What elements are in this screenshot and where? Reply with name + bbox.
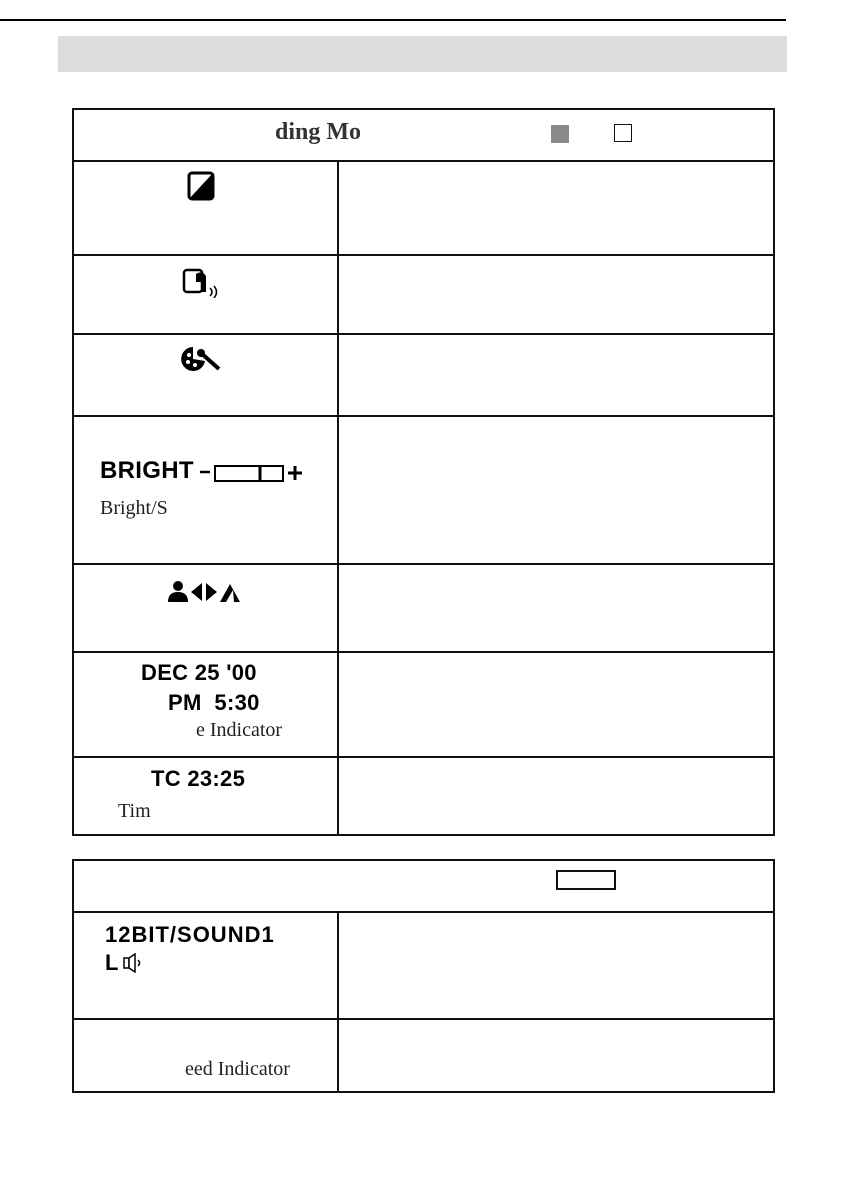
wind-noise-icon xyxy=(179,345,223,373)
recording-mode-table xyxy=(72,108,775,836)
speaker-icon xyxy=(123,953,143,973)
top-rule xyxy=(0,19,786,21)
date-time-caption: e Indicator xyxy=(196,719,283,741)
table-title: ding Mo xyxy=(275,119,362,145)
audio-channel-display: L xyxy=(105,950,119,975)
table-row xyxy=(74,415,773,563)
brightness-label: BRIGHT xyxy=(100,457,194,484)
time-code-caption: Tim xyxy=(118,800,151,822)
table-row xyxy=(74,651,773,756)
audio-table xyxy=(72,859,775,1093)
audio-mode-display: 12BIT/SOUND1 xyxy=(105,922,275,947)
brightness-caption: Bright/S xyxy=(100,497,168,519)
time-code-display: TC 23:25 xyxy=(151,766,246,791)
table-row xyxy=(74,1018,773,1091)
table-row xyxy=(74,333,773,415)
wide-mode-icon xyxy=(164,580,246,604)
camera-mode-gray-square-icon xyxy=(551,125,569,143)
table-row xyxy=(74,911,773,1018)
brightness-scale-icon xyxy=(198,462,306,486)
table-row xyxy=(74,254,773,333)
table-row xyxy=(74,756,773,834)
section-header-band xyxy=(58,36,787,72)
time-display: PM 5:30 xyxy=(168,690,260,715)
date-display: DEC 25 '00 xyxy=(141,660,257,685)
table-row xyxy=(74,160,773,254)
hand-shake-icon xyxy=(182,268,226,298)
speed-caption: eed Indicator xyxy=(185,1058,290,1080)
backlight-icon xyxy=(187,171,215,201)
table-row xyxy=(74,563,773,651)
camera-mode-white-square-icon xyxy=(614,124,632,142)
mode-badge-icon xyxy=(556,870,616,890)
